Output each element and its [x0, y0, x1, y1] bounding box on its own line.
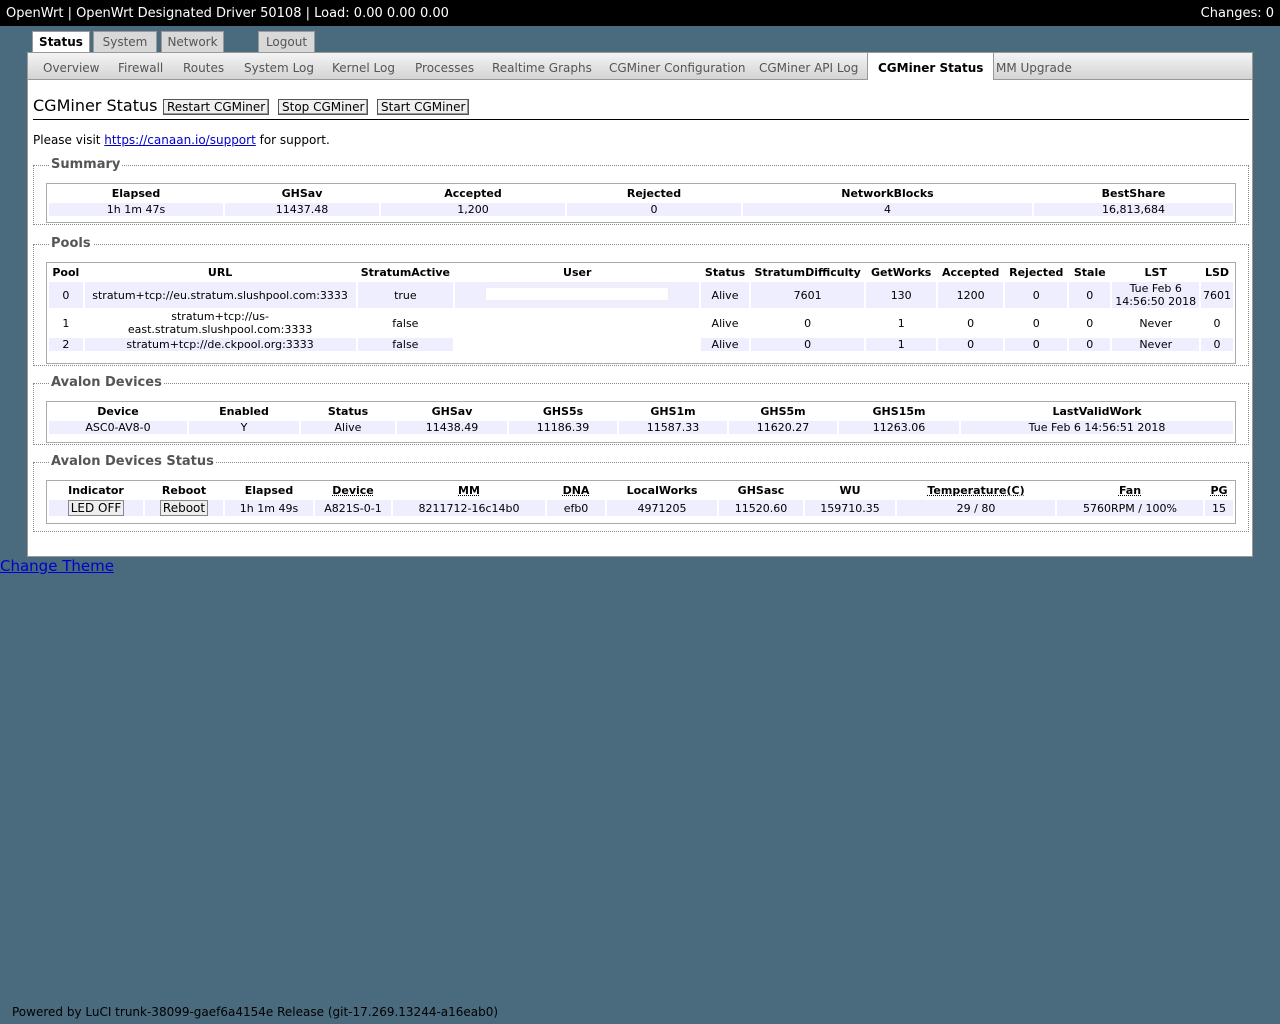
pools-header: Status	[704, 266, 746, 279]
restart-cgminer-button[interactable]: Restart CGMiner	[163, 99, 269, 115]
summary-header: Elapsed	[111, 187, 161, 200]
reboot-button[interactable]: Reboot	[160, 500, 208, 516]
support-suffix: for support.	[255, 133, 330, 147]
pool-cell: 1	[49, 310, 83, 336]
summary-cell: 1,200	[381, 203, 565, 216]
subtab-cgminer-status[interactable]: CGMiner Status	[867, 53, 994, 80]
summary-cell: 11437.48	[225, 203, 379, 216]
table-row	[49, 203, 1233, 216]
pool-cell: Alive	[701, 338, 749, 351]
stop-cgminer-button[interactable]: Stop CGMiner	[278, 99, 368, 115]
pools-header: Rejected	[1009, 266, 1064, 279]
pool-cell: 7601	[1201, 282, 1233, 308]
pool-user	[455, 338, 699, 351]
divider	[33, 119, 1249, 120]
pool-cell: 1	[866, 310, 935, 336]
pool-cell: Alive	[701, 282, 749, 308]
table-row	[49, 421, 1233, 434]
pool-cell: 0	[1005, 338, 1067, 351]
pool-cell: 0	[938, 338, 1004, 351]
subtab-system-log[interactable]: System Log	[244, 61, 314, 75]
summary-cell: 4	[743, 203, 1032, 216]
page-title: CGMiner Status	[33, 96, 158, 115]
pool-cell: true	[358, 282, 454, 308]
devices-header: GHS1m	[650, 405, 696, 418]
status-header: Reboot	[161, 484, 207, 497]
top-bar	[0, 0, 1280, 26]
change-theme-link[interactable]: Change Theme	[0, 557, 114, 575]
status-cell: 1h 1m 49s	[225, 500, 313, 516]
status-cell: 29 / 80	[897, 500, 1055, 516]
pool-user	[455, 310, 699, 336]
summary-header: NetworkBlocks	[841, 187, 934, 200]
device-status-table-wrap	[46, 480, 1236, 524]
status-header: WU	[839, 484, 861, 497]
device-cell: Tue Feb 6 14:56:51 2018	[961, 421, 1233, 434]
pool-url: stratum+tcp://us-east.stratum.slushpool.com:3333	[85, 310, 356, 336]
pools-header: User	[563, 266, 592, 279]
subtab-overview[interactable]: Overview	[43, 61, 100, 75]
devices-header: GHS15m	[872, 405, 926, 418]
indicator-cell	[49, 500, 143, 516]
summary-cell: 16,813,684	[1034, 203, 1233, 216]
pool-cell: 0	[1005, 310, 1067, 336]
status-cell: 8211712-16c14b0	[393, 500, 545, 516]
pools-legend: Pools	[51, 236, 91, 251]
led-off-button[interactable]: LED OFF	[68, 500, 125, 516]
devices-header: GHS5m	[760, 405, 806, 418]
devices-header: Enabled	[219, 405, 269, 418]
pool-cell: false	[358, 338, 454, 351]
device-cell: 11438.49	[397, 421, 507, 434]
devices-header: GHS5s	[542, 405, 584, 418]
status-header: MM	[458, 484, 480, 497]
pool-cell: 0	[1201, 310, 1233, 336]
pool-cell: Alive	[701, 310, 749, 336]
start-cgminer-button[interactable]: Start CGMiner	[377, 99, 469, 115]
main-container	[27, 52, 1253, 557]
support-notice	[33, 133, 330, 147]
status-cell: 11520.60	[719, 500, 803, 516]
pool-url: stratum+tcp://de.ckpool.org:3333	[85, 338, 356, 351]
pool-user	[455, 282, 699, 308]
status-header: Temperature(C)	[927, 484, 1025, 497]
pools-header: Accepted	[941, 266, 1000, 279]
user-redacted	[485, 287, 669, 301]
pool-lst: Tue Feb 6 14:56:50 2018	[1112, 282, 1199, 308]
summary-legend: Summary	[51, 157, 121, 172]
pool-cell: 0	[49, 282, 83, 308]
support-link[interactable]: https://canaan.io/support	[104, 133, 256, 147]
pool-cell: 1200	[938, 282, 1004, 308]
pool-cell: 0	[1201, 338, 1233, 351]
pool-cell: Never	[1112, 310, 1199, 336]
sub-tabs	[28, 53, 1252, 80]
status-cell: 4971205	[607, 500, 717, 516]
footer: Powered by LuCI trunk-38099-gaef6a4154e Release (git-17.269.13244-a16eab0)	[12, 1005, 499, 1019]
devices-header: GHSav	[431, 405, 473, 418]
device-cell: 11186.39	[509, 421, 617, 434]
pools-header: LSD	[1204, 266, 1230, 279]
status-header: Indicator	[68, 484, 124, 497]
tab-logout[interactable]: Logout	[258, 31, 315, 52]
summary-cell: 0	[567, 203, 741, 216]
avalon-devices-status-section	[33, 454, 1249, 532]
pools-header: StratumActive	[360, 266, 450, 279]
subtab-cgminer-api-log[interactable]: CGMiner API Log	[759, 61, 859, 75]
table-row	[49, 500, 1233, 516]
pools-header: LST	[1144, 266, 1167, 279]
devices-table-wrap	[46, 401, 1236, 443]
pool-cell: 0	[1069, 310, 1110, 336]
pools-header: StratumDifficulty	[754, 266, 861, 279]
status-cell: 15	[1205, 500, 1233, 516]
pools-table	[47, 263, 1235, 353]
devices-header: LastValidWork	[1052, 405, 1142, 418]
device-cell: Y	[189, 421, 299, 434]
status-header: GHSasc	[737, 484, 785, 497]
pool-cell: 0	[1005, 282, 1067, 308]
pool-cell: 0	[1069, 282, 1110, 308]
status-header: Elapsed	[244, 484, 294, 497]
pool-cell: 0	[938, 310, 1004, 336]
device-cell: ASC0-AV8-0	[49, 421, 187, 434]
support-prefix: Please visit	[33, 133, 105, 147]
devices-header: Status	[327, 405, 369, 418]
status-header: Device	[332, 484, 374, 497]
device-cell: Alive	[301, 421, 395, 434]
pools-section	[33, 236, 1249, 366]
avalon-devices-section	[33, 375, 1249, 445]
summary-header: Rejected	[626, 187, 682, 200]
pool-cell: 2	[49, 338, 83, 351]
devices-header: Device	[97, 405, 139, 418]
tab-status[interactable]: Status	[32, 31, 90, 53]
summary-table-wrap	[46, 183, 1236, 223]
subtab-firewall[interactable]: Firewall	[118, 61, 164, 75]
table-row	[49, 338, 1233, 351]
status-header: LocalWorks	[626, 484, 698, 497]
pool-url: stratum+tcp://eu.stratum.slushpool.com:3333	[85, 282, 356, 308]
devices-legend: Avalon Devices	[51, 375, 162, 390]
status-header: Fan	[1118, 484, 1142, 497]
device-status-legend: Avalon Devices Status	[51, 454, 214, 469]
pool-cell: 1	[866, 338, 935, 351]
pool-cell: 130	[866, 282, 935, 308]
pools-header: Pool	[52, 266, 80, 279]
summary-header: BestShare	[1101, 187, 1166, 200]
tab-system[interactable]: System	[93, 31, 157, 52]
summary-table	[47, 184, 1235, 218]
status-header: PG	[1210, 484, 1228, 497]
status-cell: 159710.35	[805, 500, 895, 516]
status-cell: 5760RPM / 100%	[1057, 500, 1203, 516]
subtab-processes[interactable]: Processes	[415, 61, 475, 75]
status-header: DNA	[562, 484, 590, 497]
reboot-cell	[145, 500, 223, 516]
pools-header: URL	[207, 266, 233, 279]
status-cell: efb0	[547, 500, 605, 516]
header-title: OpenWrt | OpenWrt Designated Driver 50108 | Load: 0.00 0.00 0.00	[6, 6, 449, 21]
pool-cell: 7601	[751, 282, 865, 308]
pool-cell: Never	[1112, 338, 1199, 351]
changes-counter[interactable]: Changes: 0	[1200, 6, 1274, 21]
subtab-mm-upgrade[interactable]: MM Upgrade	[996, 61, 1072, 75]
pool-cell: 0	[1069, 338, 1110, 351]
subtab-realtime-graphs[interactable]: Realtime Graphs	[492, 61, 592, 75]
pools-table-wrap	[46, 262, 1236, 364]
pools-header: Stale	[1073, 266, 1106, 279]
device-cell: 11263.06	[839, 421, 959, 434]
table-row	[49, 282, 1233, 308]
devices-table	[47, 402, 1235, 436]
subtab-kernel-log[interactable]: Kernel Log	[332, 61, 395, 75]
tab-network[interactable]: Network	[161, 31, 224, 52]
status-cell: A821S-0-1	[315, 500, 391, 516]
summary-header: Accepted	[444, 187, 502, 200]
subtab-routes[interactable]: Routes	[183, 61, 225, 75]
subtab-cgminer-configuration[interactable]: CGMiner Configuration	[609, 61, 746, 75]
device-cell: 11587.33	[619, 421, 727, 434]
device-cell: 11620.27	[729, 421, 837, 434]
pool-cell: 0	[751, 338, 865, 351]
device-status-table	[47, 481, 1235, 518]
pools-header: GetWorks	[871, 266, 932, 279]
summary-header: GHSav	[281, 187, 323, 200]
summary-section	[33, 157, 1249, 225]
pool-cell: false	[358, 310, 454, 336]
table-row	[49, 310, 1233, 336]
pool-cell: 0	[751, 310, 865, 336]
summary-cell: 1h 1m 47s	[49, 203, 223, 216]
